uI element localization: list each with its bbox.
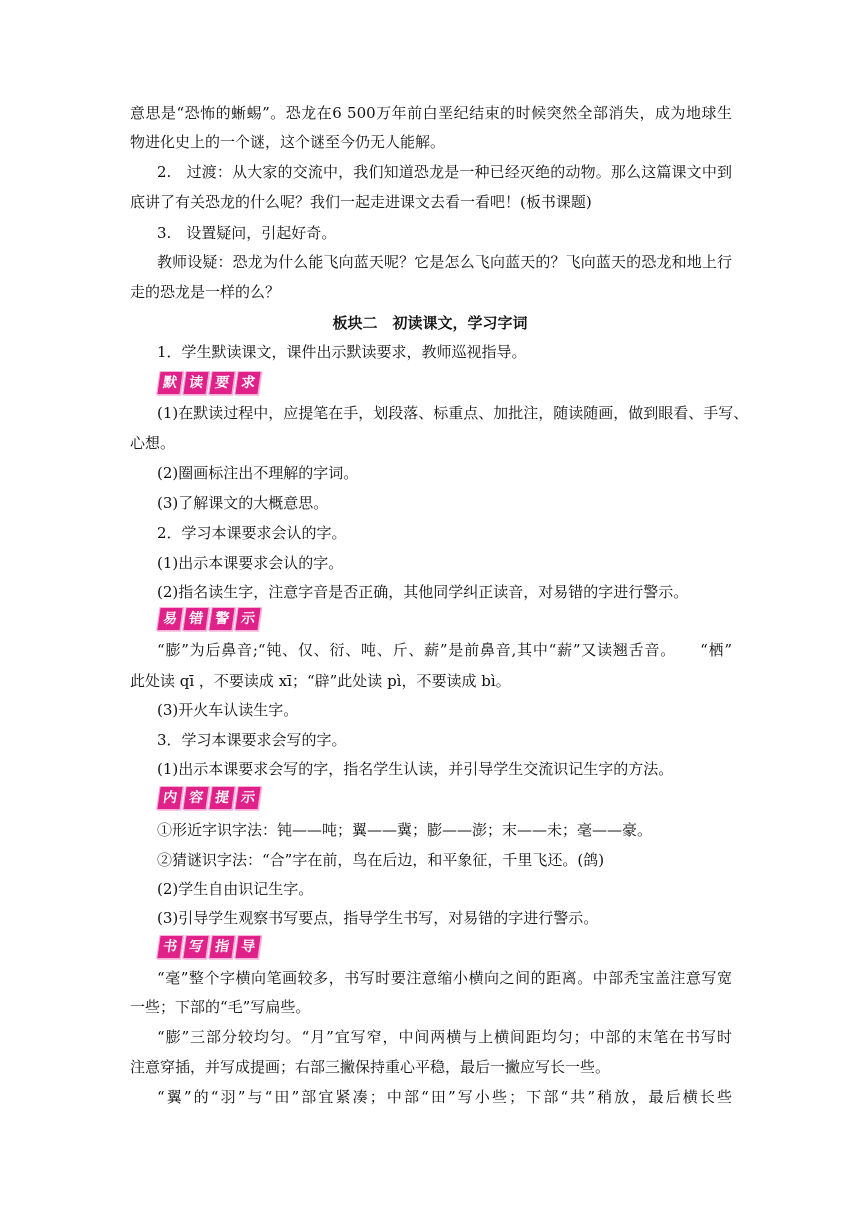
paragraph-line: 1．学生默读课文，课件出示默读要求，教师巡视指导。 [157,343,527,361]
paragraph-line: (1)出示本课要求会认的字。 [157,554,344,572]
paragraph-line: ②猜谜识字法：“合”字在前，鸟在后边，和平象征，千里飞还。(鸽) [157,851,605,869]
paragraph-line: (1)在默读过程中，应提笔在手，划段落、标重点、加批注，随读随画，做到眼看、手写、 [157,404,749,422]
section-heading: 板块二 初读课文，学习字词 [332,314,528,332]
tag-char: 书 [156,935,183,959]
paragraph-line: “膨”为后鼻音;“钝、仅、衍、吨、斤、薪”是前鼻音,其中“薪”又读翘舌音。 “栖” [157,641,732,659]
paragraph-line: 教师设疑：恐龙为什么能飞向蓝天呢？它是怎么飞向蓝天的？飞向蓝天的恐龙和地上行 [157,253,732,271]
tag-char: 提 [208,786,235,810]
paragraph-line: (2)指名读生字，注意字音是否正确，其他同学纠正读音，对易错的字进行警示。 [157,583,689,601]
paragraph-line: (3)了解课文的大概意思。 [157,494,329,512]
tag-writing-guide [158,935,260,959]
tag-content-tips [158,786,260,810]
paragraph-line: 注意穿插，并写成提画；右部三撇保持重心平稳，最后一撇应写长一些。 [130,1058,611,1076]
tag-char: 容 [182,786,209,810]
paragraph-line: 2．学习本课要求会认的字。 [157,524,347,542]
paragraph-line: 一些；下部的“毛”写扁些。 [130,998,311,1016]
tag-char: 默 [156,371,183,395]
paragraph-line: 此处读 qī ，不要读成 xī；“辟”此处读 pì，不要读成 bì。 [130,672,511,690]
paragraph-line: 物进化史上的一个谜，这个谜至今仍无人能解。 [130,133,446,151]
paragraph-line: “毫”整个字横向笔画较多，书写时要注意缩小横向之间的距离。中部秃宝盖注意写宽 [157,969,732,987]
paragraph-line: 2. 过渡：从大家的交流中，我们知道恐龙是一种已经灭绝的动物。那么这篇课文中到 [157,163,732,181]
paragraph-line: (2)圈画标注出不理解的字词。 [157,464,359,482]
tag-char: 易 [156,607,183,631]
paragraph-line: (3)开火车认读生字。 [157,701,299,719]
tag-char: 要 [208,371,235,395]
tag-error-warning [158,607,260,631]
tag-char: 指 [208,935,235,959]
tag-char: 导 [234,935,261,959]
tag-char: 示 [234,607,261,631]
paragraph-line: “膨”三部分较均匀。“月”宜写窄，中间两横与上横间距均匀；中部的末笔在书写时 [157,1028,732,1046]
paragraph-line: 3．学习本课要求会写的字。 [157,731,347,749]
paragraph-line: “翼”的“羽”与“田”部宜紧凑；中部“田”写小些；下部“共”稍放，最后横长些 [157,1088,732,1106]
paragraph-line: (3)引导学生观察书写要点，指导学生书写，对易错的字进行警示。 [157,909,599,927]
paragraph-line: 走的恐龙是一样的么？ [130,283,281,301]
tag-char: 示 [234,786,261,810]
tag-char: 错 [182,607,209,631]
paragraph-line: 底讲了有关恐龙的什么呢？我们一起走进课文去看一看吧！(板书课题) [130,193,592,211]
tag-char: 警 [208,607,235,631]
paragraph-line: 意思是“恐怖的蜥蜴”。恐龙在6 500万年前白垩纪结束的时候突然全部消失，成为地球生 [130,104,732,122]
paragraph-line: 心想。 [130,434,176,452]
paragraph-line: ①形近字识字法：钝——吨；翼——冀；膨——澎；末——未；毫——豪。 [157,821,653,839]
paragraph-line: (1)出示本课要求会写的字，指名学生认读，并引导学生交流识记生字的方法。 [157,760,674,778]
paragraph-line: 3. 设置疑问，引起好奇。 [157,224,337,242]
tag-char: 读 [182,371,209,395]
tag-reading-requirements [158,371,260,395]
paragraph-line: (2)学生自由识记生字。 [157,880,314,898]
tag-char: 写 [182,935,209,959]
tag-char: 求 [234,371,261,395]
tag-char: 内 [156,786,183,810]
